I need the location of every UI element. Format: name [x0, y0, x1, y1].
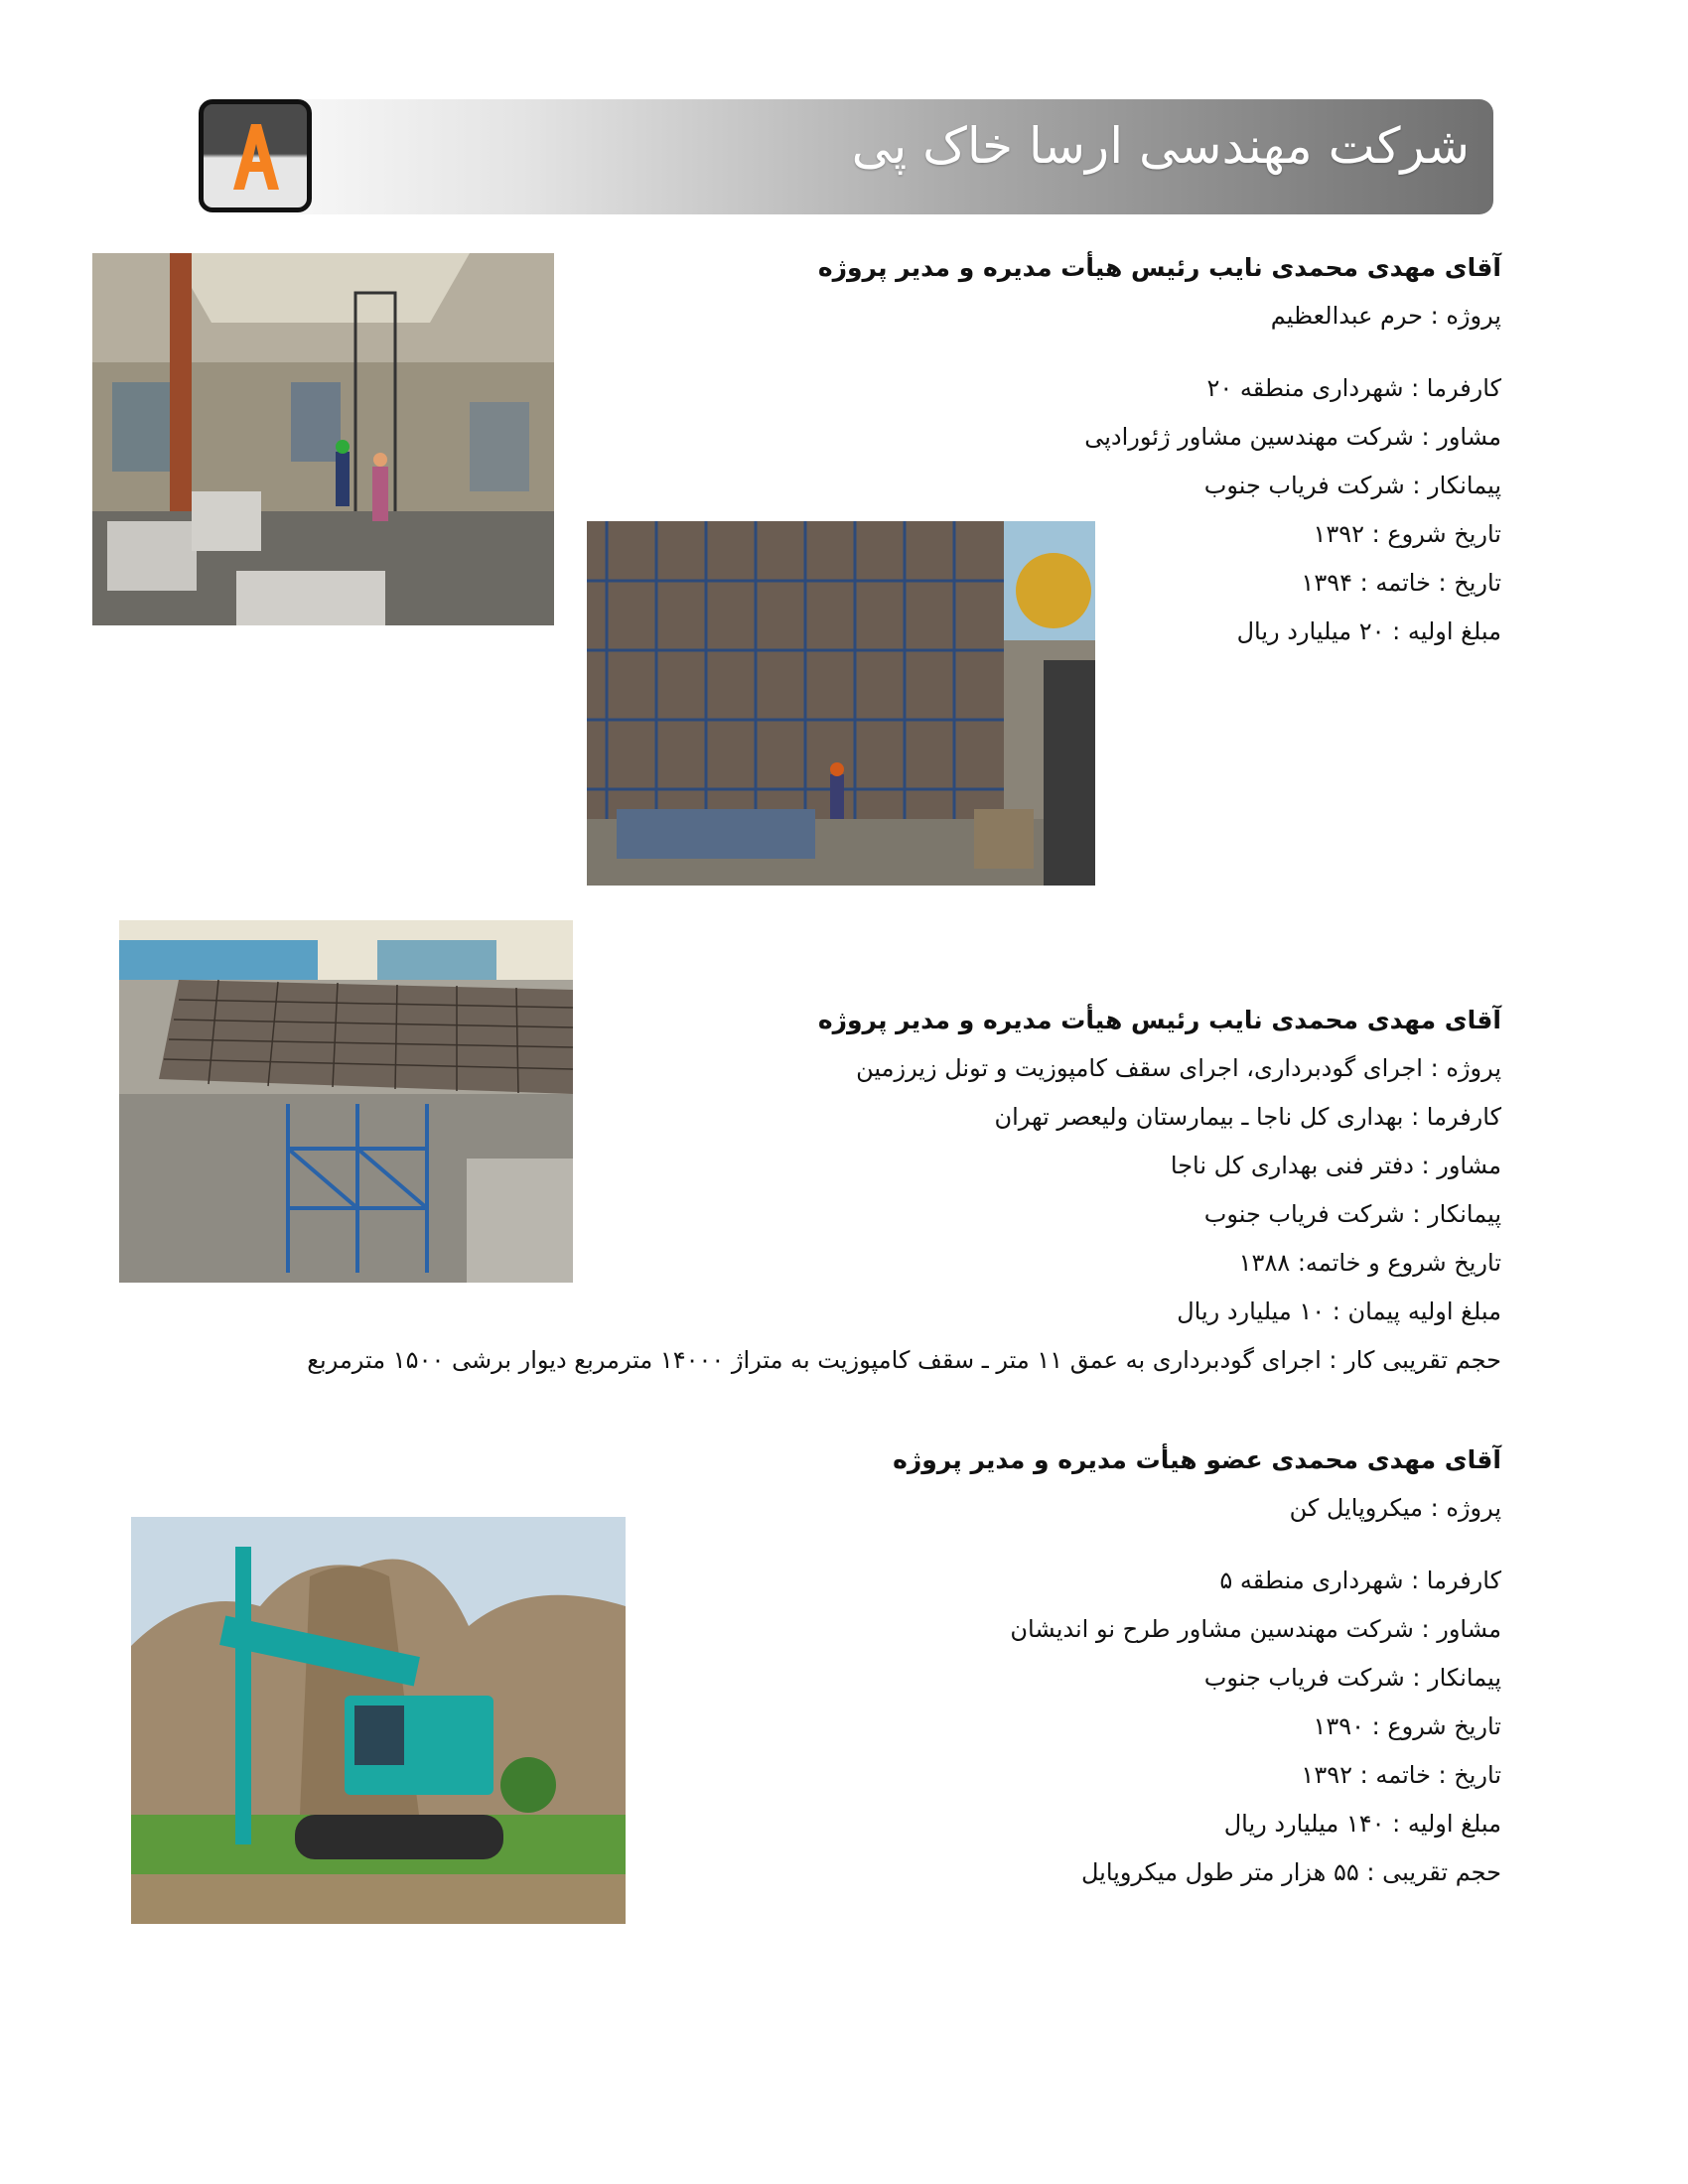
project-3-details	[893, 1435, 1501, 1897]
project-3-amount: مبلغ اولیه : ۱۴۰ میلیارد ریال	[1223, 1810, 1501, 1838]
project-3-volume: حجم تقریبی : ۵۵ هزار متر طول میکروپایل	[1080, 1858, 1501, 1886]
project-1-details	[818, 243, 1501, 656]
project-3-start-date: تاریخ شروع : ۱۳۹۰	[1313, 1712, 1501, 1740]
logo-a-icon	[204, 104, 307, 207]
project-2-consultant: مشاور : دفتر فنی بهداری کل ناجا	[1170, 1152, 1501, 1179]
page-title: شرکت مهندسی ارسا خاک پی	[851, 117, 1470, 175]
project-1-contractor: پیمانکار : شرکت فریاب جنوب	[1203, 472, 1501, 499]
project-2-dates: تاریخ شروع و خاتمه: ۱۳۸۸	[1238, 1249, 1501, 1277]
project-1-start-date: تاریخ شروع : ۱۳۹۲	[1313, 520, 1501, 548]
project-2-details	[307, 996, 1501, 1385]
project-2-amount: مبلغ اولیه پیمان : ۱۰ میلیارد ریال	[1177, 1297, 1501, 1325]
project-1-photo-interior	[92, 253, 554, 625]
project-2-name: پروژه : اجرای گودبرداری، اجرای سقف کامپوزیت و تونل زیرزمین	[856, 1054, 1501, 1082]
project-1-amount: مبلغ اولیه : ۲۰ میلیارد ریال	[1236, 617, 1501, 645]
company-logo	[199, 99, 312, 212]
project-3-photo-micropile-rig	[131, 1517, 626, 1924]
project-3-heading: آقای مهدی محمدی عضو هیأت مدیره و مدیر پروژه	[893, 1445, 1501, 1474]
project-3-consultant: مشاور : شرکت مهندسین مشاور طرح نو اندیشان	[1010, 1615, 1501, 1643]
project-1-end-date: تاریخ : خاتمه : ۱۳۹۴	[1301, 569, 1501, 597]
project-3-name: پروژه : میکروپایل کن	[1289, 1494, 1501, 1522]
project-3-employer: کارفرما : شهرداری منطقه ۵	[1219, 1567, 1501, 1594]
project-3-end-date: تاریخ : خاتمه : ۱۳۹۲	[1301, 1761, 1501, 1789]
project-1-name: پروژه : حرم عبدالعظیم	[1270, 302, 1501, 330]
project-2-employer: کارفرما : بهداری کل ناجا ـ بیمارستان ولیعصر تهران	[994, 1103, 1501, 1131]
project-2-contractor: پیمانکار : شرکت فریاب جنوب	[1203, 1200, 1501, 1228]
project-2-volume: حجم تقریبی کار : اجرای گودبرداری به عمق ۱۱ متر ـ سقف کامپوزیت به متراژ ۱۴۰۰۰ مترمربع دیوار برشی ۱۵۰۰ مترمربع	[307, 1346, 1501, 1374]
project-3-contractor: پیمانکار : شرکت فریاب جنوب	[1203, 1664, 1501, 1692]
project-2-heading: آقای مهدی محمدی نایب رئیس هیأت مدیره و مدیر پروژه	[817, 1006, 1501, 1034]
project-1-employer: کارفرما : شهرداری منطقه ۲۰	[1206, 374, 1501, 402]
project-1-consultant: مشاور : شرکت مهندسین مشاور ژئورادپی	[1084, 423, 1501, 451]
project-1-heading: آقای مهدی محمدی نایب رئیس هیأت مدیره و مدیر پروژه	[817, 253, 1501, 282]
